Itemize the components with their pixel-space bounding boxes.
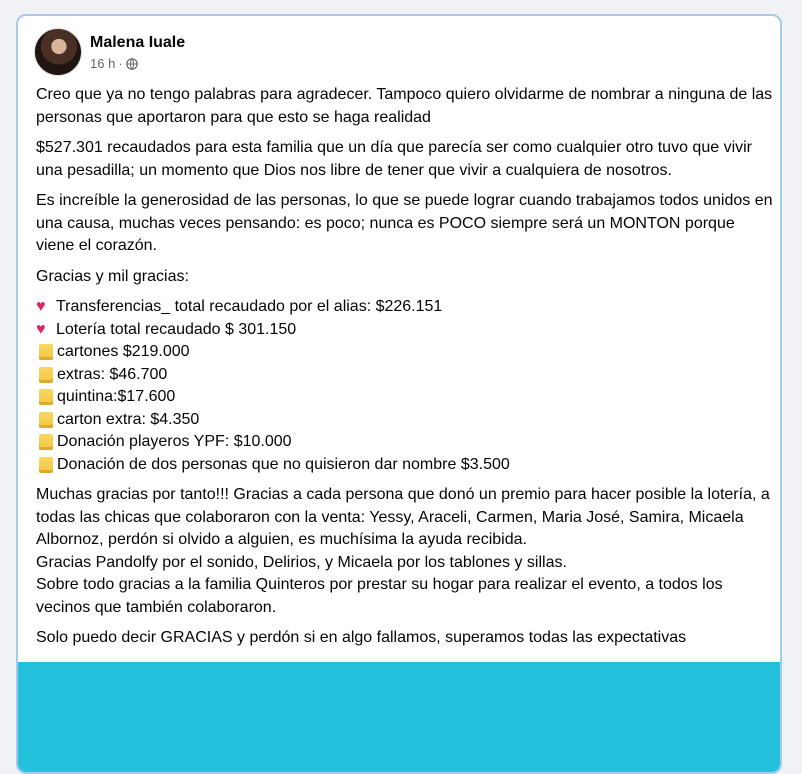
list-item bbox=[36, 341, 776, 364]
note-icon bbox=[39, 389, 53, 405]
note-icon bbox=[39, 412, 53, 428]
note-icon bbox=[39, 367, 53, 383]
list-item bbox=[36, 409, 776, 432]
list-item-text: Lotería total recaudado $ 301.150 bbox=[56, 320, 297, 338]
list-item-text: carton extra: $4.350 bbox=[57, 410, 200, 428]
list-item-text: Donación de dos personas que no quisieron dar nombre $3.500 bbox=[57, 455, 510, 473]
donation-list bbox=[36, 296, 776, 476]
paragraph: $527.301 recaudados para esta familia que un día que parecía ser como cualquier otro tuvo que vivir una pesadilla; un momento que Dios nos libre de tener que vivir a cualquiera de nosotros. bbox=[36, 139, 752, 179]
note-icon bbox=[39, 344, 53, 360]
closing-paragraph: Gracias Pandolfy por el sonido, Delirios, y Micaela por los tablones y sillas. bbox=[36, 553, 567, 571]
list-item-text: cartones $219.000 bbox=[57, 343, 190, 360]
post-body bbox=[36, 84, 776, 658]
post-time[interactable]: 16 h bbox=[90, 56, 116, 71]
list-item bbox=[36, 319, 776, 342]
list-item bbox=[36, 364, 776, 387]
post-card bbox=[16, 14, 782, 774]
post-media[interactable] bbox=[18, 662, 780, 774]
list-item-text: Donación playeros YPF: $10.000 bbox=[57, 433, 292, 450]
heart-icon: ♥ bbox=[36, 298, 46, 315]
author-name[interactable]: Malena Iuale bbox=[90, 34, 186, 51]
list-item-text: Transferencias_ total recaudado por el alias: $226.151 bbox=[56, 298, 443, 315]
paragraph: Es increíble la generosidad de las personas, lo que se puede lograr cuando trabajamos todos unidos en una causa, muchas veces pensando: es poco; nunca es POCO siempre será un MONTON porque viene el corazón. bbox=[36, 192, 773, 254]
list-item bbox=[36, 296, 776, 319]
note-icon bbox=[39, 457, 53, 473]
note-icon bbox=[39, 434, 53, 450]
separator: · bbox=[118, 56, 123, 71]
post-subline bbox=[90, 56, 185, 71]
closing-paragraph: Solo puedo decir GRACIAS y perdón si en algo fallamos, superamos todas las expectativas bbox=[36, 629, 687, 646]
avatar[interactable] bbox=[34, 28, 82, 76]
heart-icon: ♥ bbox=[36, 320, 46, 338]
list-item bbox=[36, 431, 776, 454]
post-header bbox=[34, 28, 185, 76]
paragraph: Creo que ya no tengo palabras para agradecer. Tampoco quiero olvidarme de nombrar a ninguna de las personas que aportaron para que esto se haga realidad bbox=[36, 86, 773, 126]
paragraph: Gracias y mil gracias: bbox=[36, 267, 189, 285]
globe-icon bbox=[126, 58, 138, 70]
list-item bbox=[36, 386, 776, 409]
post-meta bbox=[90, 33, 185, 71]
list-item bbox=[36, 454, 776, 477]
list-item-text: extras: $46.700 bbox=[57, 365, 168, 383]
list-item-text: quintina:$17.600 bbox=[57, 388, 176, 405]
closing-paragraph: Muchas gracias por tanto!!! Gracias a cada persona que donó un premio para hacer posible la lotería, a todas las chicas que colaboraron con la venta: Yessy, Araceli, Carmen, Maria José, Samira, Micaela Albornoz, perdón si olvido a alguien, es muchísima la ayuda recibida. bbox=[36, 486, 770, 548]
closing-paragraph: Sobre todo gracias a la familia Quinteros por prestar su hogar para realizar el evento, a todos los vecinos que también colaboraron. bbox=[36, 576, 723, 616]
